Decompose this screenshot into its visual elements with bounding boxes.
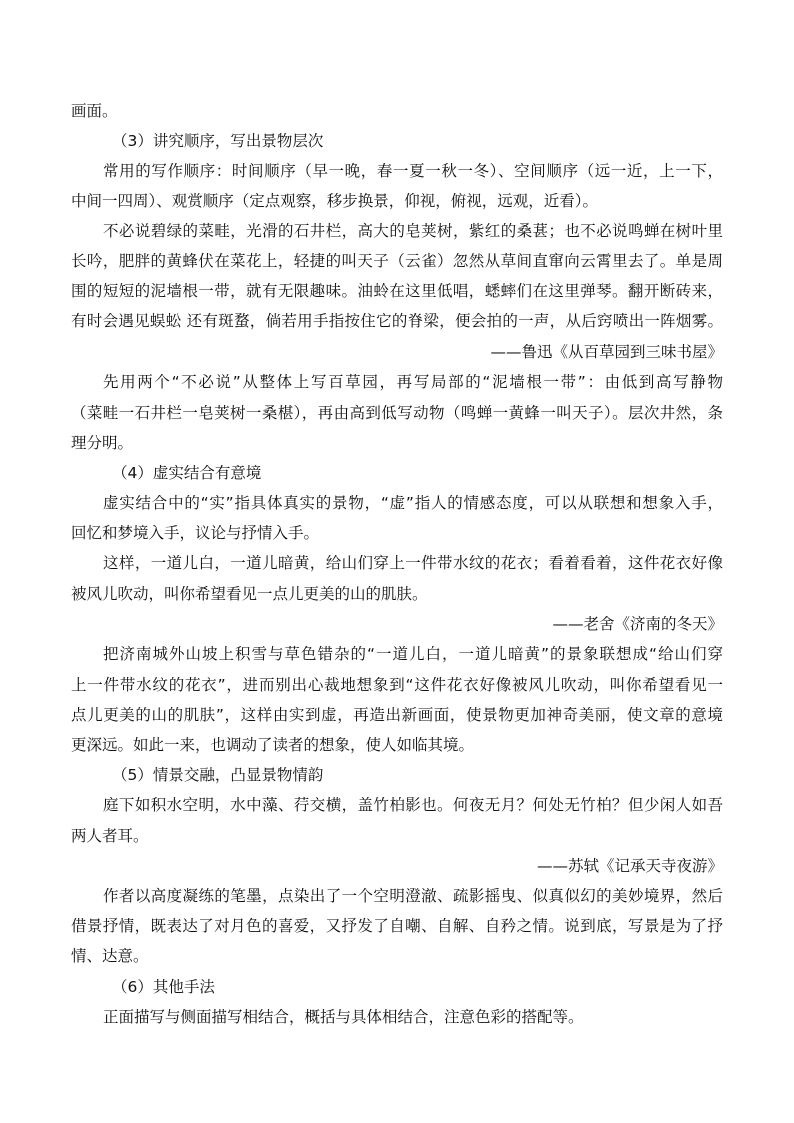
section-heading-6: （6）其他手法 xyxy=(112,978,215,996)
paragraph-line: 理分明。 xyxy=(71,434,134,452)
quote-line: 两人者耳。 xyxy=(71,827,149,845)
paragraph-line: 点儿更美的山的肌肤”，这样由实到虚，再造出新画面，使景物更加神奇美丽，使文章的意境 xyxy=(71,706,723,724)
quote-line: 长吟，肥胖的黄蜂伏在菜花上，轻捷的叫天子（云雀）忽然从草间直窜向云霄里去了。单是周 xyxy=(71,252,723,270)
paragraph-line: 正面描写与侧面描写相结合，概括与具体相结合，注意色彩的搭配等。 xyxy=(103,1008,584,1026)
paragraph-line: 回忆和梦境入手，议论与抒情入手。 xyxy=(71,524,320,542)
section-heading-3: （3）讲究顺序，写出景物层次 xyxy=(112,132,324,150)
paragraph-line: 把济南城外山坡上积雪与草色错杂的“一道儿白，一道儿暗黄”的景象联想成“给山们穿 xyxy=(103,645,723,663)
quote-line: 有时会遇见蜈蚣 还有斑蝥，倘若用手指按住它的脊梁，便会拍的一声，从后窍喷出一阵烟雾。 xyxy=(71,312,723,330)
quote-source: ——鲁迅《从百草园到三味书屋》 xyxy=(490,343,723,361)
paragraph-line: 上一件带水纹的花衣”，进而别出心裁地想象到“这件花衣好像被风儿吹动，叫你希望看见一 xyxy=(71,676,723,694)
paragraph-line: 更深远。如此一来，也调动了读者的想象，使人如临其境。 xyxy=(71,736,475,754)
section-heading-5: （5）情景交融，凸显景物情韵 xyxy=(112,766,324,784)
paragraph-line: 作者以高度凝练的笔墨，点染出了一个空明澄澈、疏影摇曳、似真似幻的美妙境界，然后 xyxy=(103,887,723,905)
quote-line: 不必说碧绿的菜畦，光滑的石井栏，高大的皂荚树，紫红的桑葚；也不必说鸣蝉在树叶里 xyxy=(103,222,723,240)
paragraph-line: 先用两个“不必说”从整体上写百草园，再写局部的“泥墙根一带”：由低到高写静物 xyxy=(103,373,723,391)
paragraph-line: 情、达意。 xyxy=(71,947,149,965)
paragraph-line: （菜畦一石井栏一皂荚树一桑椹），再由高到低写动物（鸣蝉一黄蜂一叫天子）。层次井然，条 xyxy=(71,404,723,422)
quote-line: 这样，一道儿白，一道儿暗黄，给山们穿上一件带水纹的花衣；看着看着，这件花衣好像 xyxy=(103,554,723,572)
paragraph-line: 借景抒情，既表达了对月色的喜爱，又抒发了自嘲、自解、自矜之情。说到底，写景是为了抒 xyxy=(71,917,723,935)
section-heading-4: （4）虚实结合有意境 xyxy=(112,464,262,482)
paragraph-line: 中间一四周）、观赏顺序（定点观察，移步换景，仰视，俯视，远观，近看）。 xyxy=(71,192,599,210)
quote-source: ——苏轼《记承天寺夜游》 xyxy=(536,857,723,875)
paragraph-line: 常用的写作顺序：时间顺序（早一晚，春一夏一秋一冬）、空间顺序（远一近，上一下， xyxy=(103,162,723,180)
paragraph-line: 虚实结合中的“实”指具体真实的景物，“虚”指人的情感态度，可以从联想和想象入手， xyxy=(103,494,723,512)
quote-source: ——老舍《济南的冬天》 xyxy=(552,615,723,633)
quote-line: 围的短短的泥墙根一带，就有无限趣味。油蛉在这里低唱，蟋蟀们在这里弹琴。翻开断砖来， xyxy=(71,282,723,300)
quote-line: 庭下如积水空明，水中藻、荇交横，盖竹柏影也。何夜无月？何处无竹柏？但少闲人如吾 xyxy=(103,796,723,814)
paragraph-line: 画面。 xyxy=(71,102,118,120)
quote-line: 被风儿吹动，叫你希望看见一点儿更美的山的肌肤。 xyxy=(71,585,428,603)
